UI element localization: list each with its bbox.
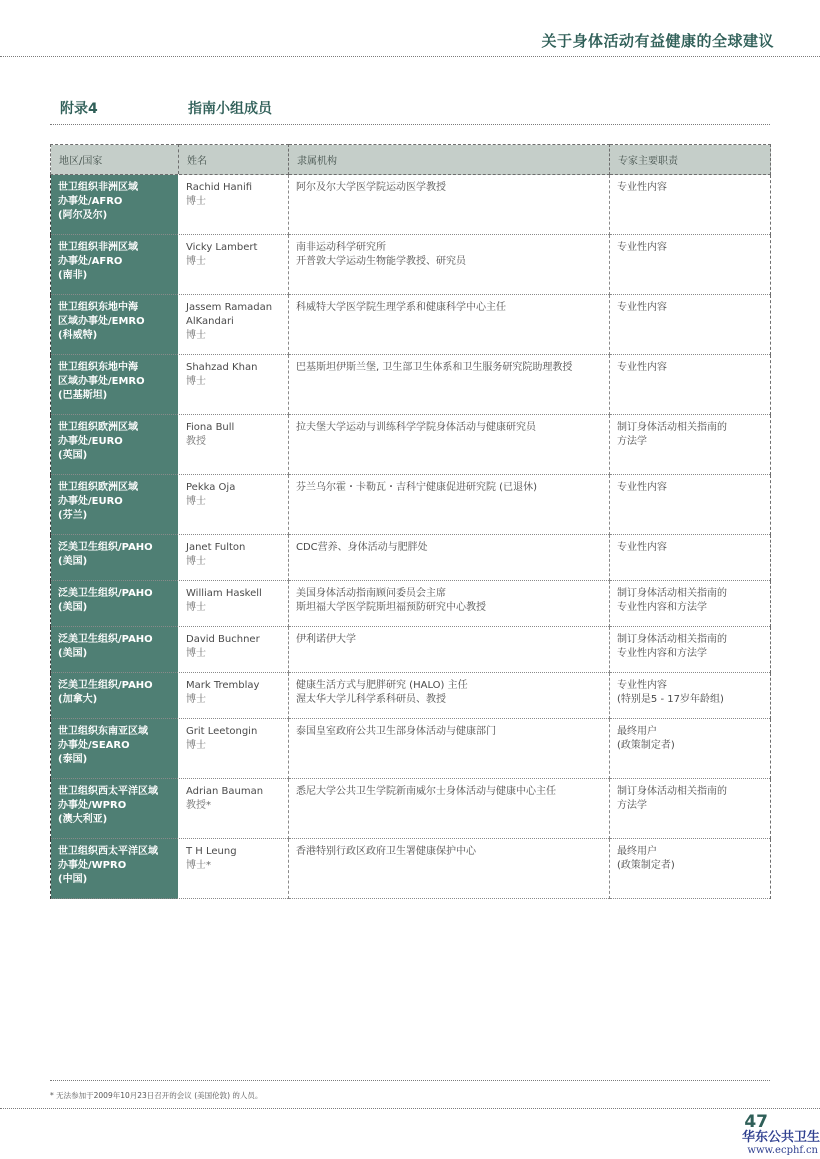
role-line: 制订身体活动相关指南的 [617,422,727,433]
guideline-group-table [50,144,771,899]
role-line: 专业性内容 [617,542,667,553]
name-cell [179,415,289,475]
role-cell [610,581,771,627]
role-line: 制订身体活动相关指南的 [617,786,727,797]
affiliation-line: 泰国皇室政府公共卫生部身体活动与健康部门 [296,726,496,737]
watermark-name: 华东公共卫生 [741,1130,820,1145]
affiliation-line: 渥太华大学儿科学系科研员、教授 [296,694,446,705]
name-cell [179,673,289,719]
member-name: Shahzad Khan [186,362,258,373]
member-title: 博士 [186,694,206,705]
member-name: William Haskell [186,588,262,599]
member-name: Rachid Hanifi [186,182,253,193]
table-row [51,295,771,355]
role-cell [610,235,771,295]
region-cell [51,673,179,719]
member-name: Vicky Lambert [186,242,258,253]
role-line: 专业性内容和方法学 [617,602,707,613]
region-cell [51,535,179,581]
region-line: 区域办事处/EMRO [58,376,145,387]
affiliation-line: CDC营养、身体活动与肥胖处 [296,542,428,553]
role-cell [610,355,771,415]
affiliation-cell [289,673,610,719]
appendix-label: 附录4 [60,101,98,117]
name-cell [179,779,289,839]
name-cell [179,235,289,295]
region-line: 办事处/EURO [58,436,123,447]
region-line: 世卫组织非洲区域 [58,182,138,193]
member-name: Grit Leetongin [186,726,258,737]
region-cell [51,415,179,475]
member-title: 博士 [186,256,206,267]
region-line: 世卫组织非洲区域 [58,242,138,253]
affiliation-line: 健康生活方式与肥胖研究 (HALO) 主任 [296,680,468,691]
region-line: 世卫组织欧洲区域 [58,482,138,493]
affiliation-cell [289,355,610,415]
region-cell [51,235,179,295]
role-line: (政策制定者) [617,740,675,751]
role-cell [610,673,771,719]
affiliation-cell [289,839,610,899]
region-line: 泛美卫生组织/PAHO [58,588,153,599]
affiliation-cell [289,475,610,535]
role-line: 制订身体活动相关指南的 [617,588,727,599]
region-cell [51,839,179,899]
table-row [51,175,771,235]
region-line: 泛美卫生组织/PAHO [58,542,153,553]
section-title: 指南小组成员 [188,101,272,117]
region-line: 办事处/AFRO [58,196,123,207]
role-line: 方法学 [617,800,647,811]
region-line: 世卫组织西太平洋区域 [58,846,158,857]
name-cell [179,839,289,899]
affiliation-line: 美国身体活动指南顾问委员会主席 [296,588,446,599]
affiliation-line: 拉夫堡大学运动与训练科学学院身体活动与健康研究员 [296,422,536,433]
table-body [51,175,771,899]
region-line: 世卫组织东南亚区域 [58,726,148,737]
affiliation-line: 斯坦福大学医学院斯坦福预防研究中心教授 [296,602,486,613]
region-cell [51,355,179,415]
role-line: 专业性内容 [617,482,667,493]
table-header-row [51,145,771,175]
affiliation-line: 香港特别行政区政府卫生署健康保护中心 [296,846,476,857]
affiliation-line: 科威特大学医学院生理学系和健康科学中心主任 [296,302,506,313]
region-line: (芬兰) [58,510,88,521]
header-divider [0,56,820,57]
name-cell [179,535,289,581]
region-cell [51,175,179,235]
member-title: 博士 [186,196,206,207]
watermark-url: www.ecphf.cn [747,1145,818,1156]
member-name: Pekka Oja [186,482,236,493]
name-cell [179,355,289,415]
role-line: 专业性内容 [617,680,667,691]
region-line: 办事处/EURO [58,496,123,507]
table-row [51,535,771,581]
table-row [51,673,771,719]
affiliation-line: 芬兰乌尔霍・卡勒瓦・吉科宁健康促进研究院 (已退休) [296,482,537,493]
region-line: 世卫组织东地中海 [58,362,138,373]
region-line: (科威特) [58,330,98,341]
region-line: 办事处/SEARO [58,740,130,751]
region-line: 世卫组织欧洲区域 [58,422,138,433]
document-header-title: 关于身体活动有益健康的全球建议 [541,32,774,50]
affiliation-line: 巴基斯坦伊斯兰堡, 卫生部卫生体系和卫生服务研究院助理教授 [296,362,573,373]
member-title: 教授 [186,436,206,447]
name-cell [179,719,289,779]
affiliation-line: 开普敦大学运动生物能学教授、研究员 [296,256,466,267]
region-line: (澳大利亚) [58,814,108,825]
member-title: 博士 [186,556,206,567]
role-line: 制订身体活动相关指南的 [617,634,727,645]
member-title: 博士* [186,860,211,871]
affiliation-cell [289,235,610,295]
region-line: (美国) [58,556,88,567]
region-cell [51,719,179,779]
member-name: Jassem Ramadan AlKandari [186,302,273,327]
role-line: 专业性内容 [617,362,667,373]
page-number: 47 [744,1112,768,1132]
role-cell [610,779,771,839]
table-row [51,475,771,535]
region-line: (加拿大) [58,694,98,705]
region-line: (巴基斯坦) [58,390,108,401]
affiliation-cell [289,779,610,839]
affiliation-line: 伊利诺伊大学 [296,634,356,645]
role-line: 专业性内容 [617,242,667,253]
role-line: 最终用户 [617,726,657,737]
region-cell [51,779,179,839]
member-name: Fiona Bull [186,422,235,433]
name-cell [179,295,289,355]
affiliation-cell [289,535,610,581]
region-line: 世卫组织西太平洋区域 [58,786,158,797]
footer-divider [0,1108,820,1109]
region-line: (中国) [58,874,88,885]
region-line: 办事处/WPRO [58,800,127,811]
member-title: 博士 [186,648,206,659]
affiliation-line: 南非运动科学研究所 [296,242,386,253]
role-cell [610,475,771,535]
region-line: 泛美卫生组织/PAHO [58,634,153,645]
table-row [51,355,771,415]
region-line: (美国) [58,648,88,659]
affiliation-cell [289,295,610,355]
member-name: Mark Tremblay [186,680,260,691]
table-row [51,235,771,295]
role-cell [610,627,771,673]
footnote-divider [50,1080,770,1081]
role-line: 专业性内容和方法学 [617,648,707,659]
role-line: 专业性内容 [617,302,667,313]
table-row [51,779,771,839]
region-cell [51,627,179,673]
member-title: 博士 [186,330,206,341]
affiliation-line: 阿尔及尔大学医学院运动医学教授 [296,182,446,193]
region-line: (泰国) [58,754,88,765]
member-name: T H Leung [186,846,237,857]
member-title: 博士 [186,496,206,507]
footnote: * 无法参加于2009年10月23日召开的会议 (美国伦敦) 的人员。 [50,1091,263,1100]
role-cell [610,295,771,355]
member-name: Adrian Bauman [186,786,264,797]
role-cell [610,839,771,899]
region-line: (英国) [58,450,88,461]
name-cell [179,627,289,673]
region-line: 办事处/AFRO [58,256,123,267]
column-header-affiliation: 隶属机构 [289,145,610,175]
region-cell [51,475,179,535]
name-cell [179,581,289,627]
region-line: (美国) [58,602,88,613]
region-line: 区域办事处/EMRO [58,316,145,327]
member-title: 教授* [186,800,211,811]
column-header-region: 地区/国家 [51,145,179,175]
region-line: 世卫组织东地中海 [58,302,138,313]
name-cell [179,475,289,535]
affiliation-cell [289,415,610,475]
table-row [51,627,771,673]
table-row [51,581,771,627]
member-title: 博士 [186,376,206,387]
role-cell [610,415,771,475]
affiliation-cell [289,175,610,235]
region-line: (南非) [58,270,88,281]
role-line: 方法学 [617,436,647,447]
section-divider [50,124,770,125]
role-line: (特别是5 - 17岁年龄组) [617,694,724,705]
region-cell [51,295,179,355]
member-title: 博士 [186,740,206,751]
region-line: (阿尔及尔) [58,210,108,221]
column-header-role: 专家主要职责 [610,145,771,175]
member-title: 博士 [186,602,206,613]
role-line: (政策制定者) [617,860,675,871]
role-line: 专业性内容 [617,182,667,193]
role-cell [610,175,771,235]
region-line: 泛美卫生组织/PAHO [58,680,153,691]
table-row [51,415,771,475]
table-row [51,719,771,779]
affiliation-cell [289,627,610,673]
affiliation-line: 悉尼大学公共卫生学院新南威尔士身体活动与健康中心主任 [296,786,556,797]
member-name: Janet Fulton [186,542,246,553]
name-cell [179,175,289,235]
region-line: 办事处/WPRO [58,860,127,871]
table-row [51,839,771,899]
affiliation-cell [289,719,610,779]
region-cell [51,581,179,627]
role-line: 最终用户 [617,846,657,857]
role-cell [610,535,771,581]
role-cell [610,719,771,779]
affiliation-cell [289,581,610,627]
column-header-name: 姓名 [179,145,289,175]
member-name: David Buchner [186,634,260,645]
